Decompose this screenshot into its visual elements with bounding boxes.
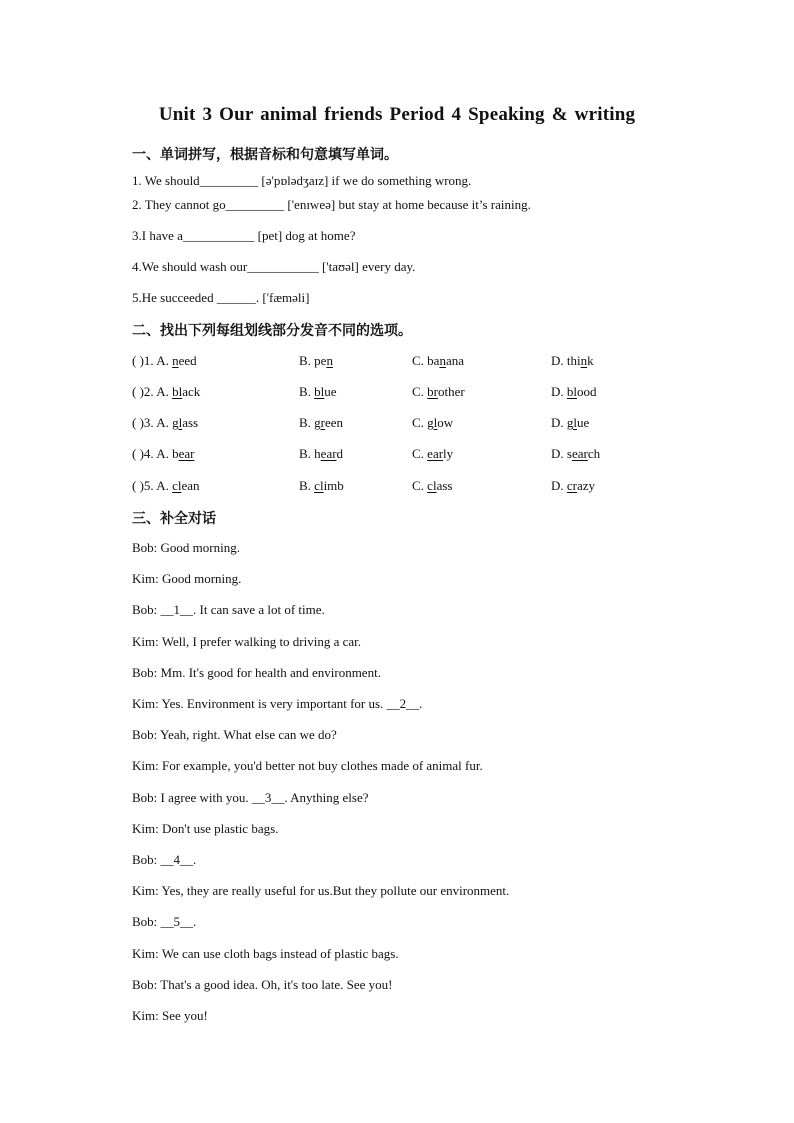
option-a: ( )1. A. need [132, 353, 197, 368]
option-c: C. early [412, 446, 454, 461]
phonics-row-1 [132, 353, 692, 371]
dialogue-line: Kim: Don't use plastic bags. [132, 821, 279, 836]
dialogue-line: Kim: See you! [132, 1008, 208, 1023]
dialogue-line: Bob: I agree with you. __3__. Anything else? [132, 790, 369, 805]
dialogue-line: Kim: Yes, they are really useful for us.But they pollute our environment. [132, 883, 510, 898]
option-d: D. think [551, 353, 594, 368]
spelling-item-5: 5.He succeeded ______. ['fæməli] [132, 290, 310, 305]
dialogue-line: Bob: That's a good idea. Oh, it's too late. See you! [132, 977, 393, 992]
option-b: B. green [299, 415, 344, 430]
phonics-row-4 [132, 446, 692, 464]
option-b: B. blue [299, 384, 337, 399]
section2-heading: 二、找出下列每组划线部分发音不同的选项。 [132, 323, 412, 339]
option-b: B. heard [299, 446, 344, 461]
option-d: D. search [551, 446, 601, 461]
spelling-item-2: 2. They cannot go_________ ['enɪweə] but stay at home because it’s raining. [132, 197, 531, 212]
option-b: B. pen [299, 353, 333, 368]
dialogue-line: Bob: __1__. It can save a lot of time. [132, 602, 325, 617]
dialogue-line: Bob: Good morning. [132, 540, 240, 555]
option-c: C. banana [412, 353, 464, 368]
option-a: ( )2. A. black [132, 384, 201, 399]
option-c: C. class [412, 478, 453, 493]
option-a: ( )3. A. glass [132, 415, 199, 430]
section1-heading: 一、单词拼写，根据音标和句意填写单词。 [132, 147, 398, 163]
option-d: D. crazy [551, 478, 596, 493]
dialogue-line: Bob: Mm. It's good for health and environment. [132, 665, 381, 680]
dialogue-line: Bob: __4__. [132, 852, 197, 867]
dialogue-line: Kim: Yes. Environment is very important for us. __2__. [132, 696, 423, 711]
section3-heading: 三、补全对话 [132, 511, 216, 527]
dialogue-line: Kim: We can use cloth bags instead of plastic bags. [132, 946, 399, 961]
option-c: C. glow [412, 415, 454, 430]
phonics-row-3 [132, 415, 692, 433]
option-d: D. blood [551, 384, 597, 399]
spelling-item-4: 4.We should wash our___________ ['taʊəl] every day. [132, 259, 416, 274]
dialogue-line: Bob: Yeah, right. What else can we do? [132, 727, 337, 742]
option-c: C. brother [412, 384, 465, 399]
option-d: D. glue [551, 415, 590, 430]
page-title: Unit 3 Our animal friends Period 4 Speaking & writing [158, 104, 636, 125]
option-b: B. climb [299, 478, 344, 493]
option-a: ( )4. A. bear [132, 446, 195, 461]
dialogue-line: Kim: Good morning. [132, 571, 242, 586]
phonics-row-5 [132, 478, 692, 496]
spelling-item-1: 1. We should_________ [ə'pɒlədʒaɪz] if we do something wrong. [132, 173, 472, 188]
dialogue-line: Bob: __5__. [132, 914, 197, 929]
spelling-item-3: 3.I have a___________ [pet] dog at home? [132, 228, 356, 243]
option-a: ( )5. A. clean [132, 478, 200, 493]
dialogue-line: Kim: For example, you'd better not buy clothes made of animal fur. [132, 758, 483, 773]
dialogue-line: Kim: Well, I prefer walking to driving a car. [132, 634, 362, 649]
phonics-row-2 [132, 384, 692, 402]
